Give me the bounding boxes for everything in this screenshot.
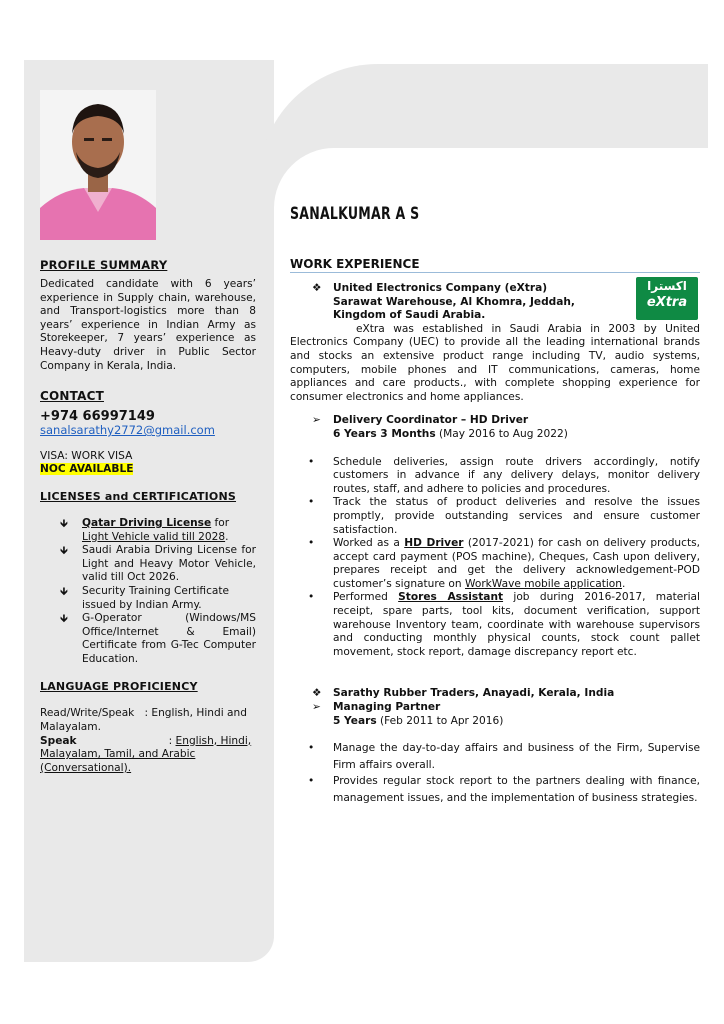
bullet-icon: • <box>308 537 315 550</box>
arrow-down-icon: 🡻 <box>60 544 68 558</box>
licenses-list <box>40 517 256 667</box>
license-item: 🡻 G-Operator (Windows/MS Office/Internet & Email) Certificate from G-Tec Computer Education. <box>60 612 256 665</box>
bullet-icon: • <box>308 742 315 755</box>
noc-badge: NOC AVAILABLE <box>40 463 134 476</box>
licenses-heading: LICENSES and CERTIFICATIONS <box>40 489 237 503</box>
email-link[interactable]: sanalsarathy2772@gmail.com <box>40 423 215 438</box>
bullet-icon: • <box>308 775 315 788</box>
arrow-down-icon: 🡻 <box>60 584 68 598</box>
list-item: • Track the status of product deliveries and resolve the issues promptly, provide outstanding services and ensure customer satisfaction. <box>308 496 700 536</box>
arrow-down-icon: 🡻 <box>60 612 68 626</box>
visa-status: VISA: WORK VISA <box>40 449 133 462</box>
bullet-icon: • <box>308 496 315 509</box>
list-item: • Schedule deliveries, assign route drivers accordingly, notify customers in advance if any delivery delays, monitor delivery routes, staff, and adhere to policies and procedures. <box>308 455 700 495</box>
company1-bullets <box>290 456 700 660</box>
license-item: 🡻 Saudi Arabia Driving License for Light and Heavy Motor Vehicle, valid till Oct 2026. <box>60 544 256 584</box>
list-item: • Provides regular stock report to the partners dealing with finance, management issues, and the implementation of business strategies. <box>308 775 700 804</box>
diamond-bullet-icon: ❖ <box>312 687 322 700</box>
bullet-icon: • <box>308 455 315 468</box>
license-item: 🡻 Security Training Certificate issued by Indian Army. <box>60 584 230 611</box>
license-item: 🡻 Qatar Driving License for Light Vehicle valid till 2028. <box>60 516 230 543</box>
diamond-bullet-icon: ❖ <box>312 282 322 294</box>
profile-summary-text: Dedicated candidate with 6 years’ experience in Supply chain, warehouse, and Transport-logistics more than 8 years’ experience in Indian Army as Storekeeper, 7 years’ experience as Heavy-duty driver in Public Sector Company in Kerala, India. <box>40 278 256 372</box>
arrow-right-icon: ➢ <box>312 701 321 714</box>
company2-header: ❖ Sarathy Rubber Traders, Anayadi, Kerala, India ➢ Managing Partner 5 Years (Feb 2011 to Apr 2016) <box>312 687 615 727</box>
company1-description: eXtra was established in Saudi Arabia in 2003 by United Electronics Company (UEC) to provide all the leading international brands and stocks an extensive product range including TV, audio systems, computers, mobile phones and IT communications, cameras, home appliances and care products., with complete shopping experience for consumer electronics and home appliances. <box>290 322 700 403</box>
bullet-icon: • <box>308 591 315 604</box>
profile-photo <box>40 90 156 240</box>
phone-number: +974 66997149 <box>40 409 155 425</box>
language-rws: Read/Write/Speak : English, Hindi and Malayalam. <box>40 707 247 734</box>
arrow-right-icon: ➢ <box>312 414 321 427</box>
language-speak: Speak : English, Hindi, Malayalam, Tamil, and Arabic (Conversational). <box>40 734 252 774</box>
company1-role: ➢ Delivery Coordinator – HD Driver 6 Years 3 Months (May 2016 to Aug 2022) <box>312 414 568 440</box>
list-item: • Performed Stores Assistant job during 2016-2017, material receipt, spare parts, tool kits, document verification, support warehouse Inventory team, coordinate with warehouse supervisors and conducting monthly physical counts, stock count pallet movement, stock report, damage discrepancy report etc. <box>308 591 700 658</box>
company1-header: ❖ United Electronics Company (eXtra) Sarawat Warehouse, Al Khomra, Jeddah, Kingdom of Saudi Arabia. <box>312 282 575 322</box>
list-item: • Manage the day-to-day affairs and business of the Firm, Supervise Firm affairs overall. <box>308 742 700 771</box>
heading-rule <box>290 272 700 273</box>
extra-logo: اكسترا eXtra <box>636 277 698 320</box>
arrow-down-icon: 🡻 <box>60 516 68 530</box>
list-item: • Worked as a HD Driver (2017-2021) for cash on delivery products, accept card payment (POS machine), Cheques, Cash upon delivery, prepares receipt and get the delivery acknowledgement-POD customer’s signature on WorkWave mobile application. <box>308 537 700 590</box>
company2-bullets <box>290 740 700 806</box>
work-experience-heading: WORK EXPERIENCE <box>290 257 420 271</box>
profile-summary-heading: PROFILE SUMMARY <box>40 258 168 272</box>
contact-heading: CONTACT <box>40 389 104 404</box>
candidate-name: SANALKUMAR A S <box>290 204 420 224</box>
language-heading: LANGUAGE PROFICIENCY <box>40 680 198 694</box>
